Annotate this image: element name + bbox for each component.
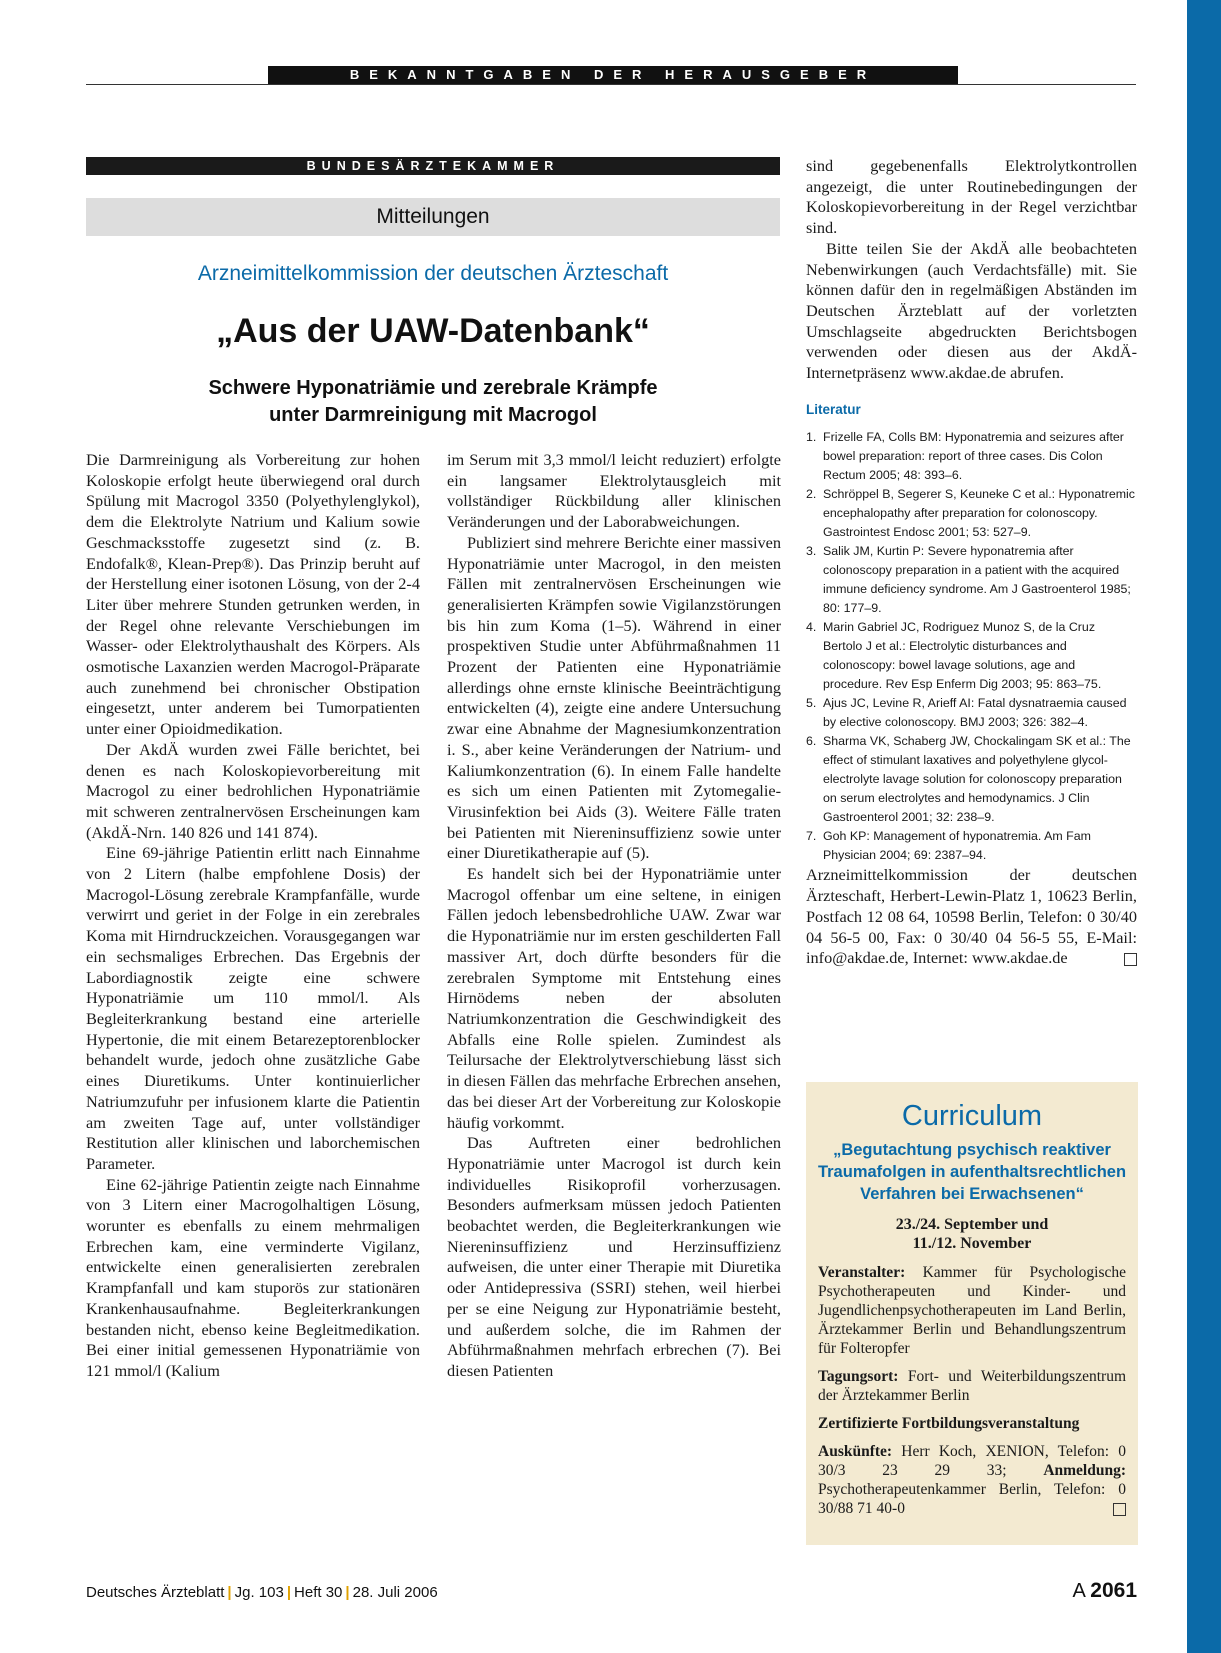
paragraph: im Serum mit 3,3 mmol/l leicht reduziert) erfolgte ein langsamer Elektrolytausgleich mit vollständiger Rückbildung aller klinischen Veränderungen und der Laborabweichungen. <box>447 450 781 532</box>
reference-item: 7. Goh KP: Management of hyponatremia. Am Fam Physician 2004; 69: 2387–94. <box>806 829 1091 863</box>
paragraph: Es handelt sich bei der Hyponatriämie unter Macrogol offenbar um eine seltene, in einigen Fällen jedoch lebensbedrohliche UAW. Zwar war die Hyponatriämie nur im ersten geschilderten Fall massiver Art, doch dürfte besonders für die zerebralen Symptome mit Entstehung eines Hirnödems neben der absoluten Natriumkonzentration die Geschwindigkeit des Abfalls eine Rolle spielen. Zumindest als Teilursache der Elektrolytverschiebung lässt sich in diesen Fällen das mehrfache Erbrechen ansehen, das bei dieser Art der Vorbereitung zur Koloskopie häufig vorkommt. <box>447 864 781 1132</box>
volume: Jg. 103 <box>234 1584 284 1601</box>
blue-edge-strip <box>1187 0 1221 1653</box>
organizer: Veranstalter: Kammer für Psychologische Psychotherapeuten und Kinder- und Jugendlichenpsychotherapeuten im Land Berlin, Ärztekammer Berlin und Behandlungszentrum für Folteropfer <box>818 1264 1126 1357</box>
end-mark-icon <box>1113 1503 1126 1516</box>
paragraph: Das Auftreten einer bedrohlichen Hyponatriämie unter Macrogol ist durch kein individuelles Risikoprofil vorherzusagen. Besonders aufmerksam müssen jedoch Patienten beobachtet werden, die Begleiterkrankungen wie Niereninsuffizienz und Herzinsuffizienz aufweisen, die unter einer Therapie mit Diuretika oder Antidepressiva (SSRI) stehen, weil hierbei per se eine Neigung zur Hyponatriämie besteht, und außerdem solche, die im Rahmen der Abführmaßnahmen mehrfach erbrechen (7). Bei diesen Patienten <box>447 1133 781 1380</box>
text-column-3 <box>806 156 1137 969</box>
curriculum-title: Curriculum <box>901 1100 1043 1132</box>
paragraph: Bitte teilen Sie der AkdÄ alle beobachteten Nebenwirkungen (auch Verdachtsfälle) mit. Sie können dafür den in regelmäßigen Abständen im Deutschen Ärzteblatt auf der vorletzten Umschlagseite abgedruckten Berichtsbogen verwenden oder diesen aus der AkdÄ-Internetpräsenz www.akdae.de abrufen. <box>806 238 1137 383</box>
paragraph: Der AkdÄ wurden zwei Fälle berichtet, bei denen es nach Koloskopievorbereitung mit Macrogol zu einer bedrohlichen Hyponatriämie mit schweren zentralnervösen Erscheinungen kam (AkdÄ-Nrn. 140 826 und 141 874). <box>86 739 420 842</box>
reference-item: 3. Salik JM, Kurtin P: Severe hyponatremia after colonoscopy preparation in a patient with the acquired immune deficiency syndrome. Am J Gastroenterol 1985; 80: 177–9. <box>806 544 1131 616</box>
reference-item: 2. Schröppel B, Segerer S, Keuneke C et al.: Hyponatremic encephalopathy after preparation for colonoscopy. Gastrointest Endosc 2001; 53: 527–9. <box>806 487 1135 540</box>
end-mark-icon <box>1124 953 1137 966</box>
reference-item: 1. Frizelle FA, Colls BM: Hyponatremia and seizures after bowel preparation: report of three cases. Dis Colon Rectum 2005; 48: 393–6. <box>806 430 1124 483</box>
paragraph: Die Darmreinigung als Vorbereitung zur hohen Koloskopie erfolgt heute überwiegend oral durch Spülung mit Macrogol 3350 (Polyethylenglykol), dem die Elektrolyte Natrium und Kalium sowie Geschmacksstoffe zugesetzt sind (z. B. Endofalk®, Klean-Prep®). Das Prinzip beruht auf der Herstellung einer isotonen Lösung, von der 2-4 Liter über mehrere Stunden getrunken werden, in der Regel ohne relevante Verschiebungen im Wasser- oder Elektrolythaushalt des Körpers. Als osmotische Laxanzien werden Macrogol-Präparate auch zunehmend bei chronischer Obstipation eingesetzt, unter anderem bei Tumorpatienten unter einer Opioidmedikation. <box>86 450 420 739</box>
page-number: A 2061 <box>1072 1579 1137 1602</box>
box-title: Mitteilungen <box>86 198 780 236</box>
section-header-bar: BEKANNTGABEN DER HERAUSGEBER <box>268 66 958 84</box>
issue-date: 28. Juli 2006 <box>352 1584 438 1601</box>
journal-name: Deutsches Ärzteblatt <box>86 1584 225 1601</box>
paragraph: sind gegebenenfalls Elektrolytkontrollen angezeigt, die unter Routinebedingungen der Koloskopievorbereitung in der Regel verzichtbar sind. <box>806 156 1137 238</box>
reference-item: 6. Sharma VK, Schaberg JW, Chockalingam SK et al.: The effect of stimulant laxatives and polyethylene glycol-electrolyte lavage solution for colonoscopy preparation on serum electrolytes and hemodynamics. J Clin Gastroenterol 2001; 32: 238–9. <box>806 734 1131 825</box>
paragraph: Eine 62-jährige Patientin zeigte nach Einnahme von 3 Litern einer Macrogolhaltigen Lösung, worunter es ebenfalls zu einem mehrmaligen Erbrechen kam, eine verminderte Vigilanz, entwickelte einen generalisierten zerebralen Krampfanfall und kam stuporös zur stationären Krankenhausaufnahme. Begleiterkrankungen bestanden nicht, ebenso keine Begleitmedikation. Bei einer initial gemessenen Hyponatriämie von 121 mmol/l (Kalium <box>86 1174 420 1380</box>
literature-heading: Literatur <box>806 401 861 417</box>
contact-info: Arzneimittelkommission der deutschen Ärzteschaft, Herbert-Lewin-Platz 1, 10623 Berlin, Postfach 12 08 64, 10598 Berlin, Telefon: 0 30/40 04 56-5 00, Fax: 0 30/40 04 56-5 55, E-Mail: info@akdae.de, Internet: www.akdae.de <box>806 865 1137 968</box>
subtitle-line-2: unter Darmreinigung mit Macrogol <box>269 404 597 426</box>
rubric-bar: BUNDESÄRZTEKAMMER <box>86 157 780 175</box>
text-column-2 <box>447 450 781 1382</box>
reference-item: 5. Ajus JC, Levine R, Arieff AI: Fatal dysnatraemia caused by elective colonoscopy. BMJ 2003; 326: 382–4. <box>806 696 1127 730</box>
curriculum-subtitle: „Begutachtung psychisch reaktiver Traumafolgen in aufenthaltsrechtlichen Verfahren bei Erwachsenen“ <box>817 1141 1127 1203</box>
curriculum-dates: 23./24. September und 11./12. November <box>895 1216 1049 1252</box>
curriculum-box <box>806 1082 1138 1545</box>
reference-list <box>806 428 1137 865</box>
header-rule <box>86 84 1136 85</box>
certified-note: Zertifizierte Fortbildungsveranstaltung <box>818 1415 1080 1432</box>
article-subtitle <box>86 375 780 429</box>
subtitle-line-1: Schwere Hyponatriämie und zerebrale Krämpfe <box>208 377 658 399</box>
reference-item: 4. Marin Gabriel JC, Rodriguez Munoz S, de la Cruz Bertolo J et al.: Electrolytic disturbances and colonoscopy: bowel lavage solutions, age and procedure. Rev Esp Enferm Dig 2003; 95: 863–75. <box>806 620 1102 692</box>
page-footer: Deutsches Ärzteblatt | Jg. 103 | Heft 30 | 28. Juli 2006 <box>86 1584 438 1601</box>
paragraph: Publiziert sind mehrere Berichte einer massiven Hyponatriämie unter Macrogol, in den meisten Fällen mit zentralnervösen Erscheinungen wie generalisierten Krämpfen sowie Vigilanzstörungen bis hin zum Koma (1–5). Während in einer prospektiven Studie unter Abführmaßnahmen 11 Prozent der Patienten eine Hyponatriämie allerdings ohne ernste klinische Beeinträchtigung entwickelten (4), zeigte eine andere Untersuchung zwar eine Abnahme der Magnesiumkonzentration i. S., aber keine Veränderungen der Natrium- und Kaliumkonzentration (6). In einem Falle handelte es sich um einen Patienten mit Zytomegalie-Virusinfektion bei Aids (3). Weitere Fälle traten bei Patienten mit Niereninsuffizienz sowie unter einer Diuretikatherapie auf (5). <box>447 532 781 863</box>
organization-title: Arzneimittelkommission der deutschen Ärzteschaft <box>197 262 669 285</box>
paragraph: Eine 69-jährige Patientin erlitt nach Einnahme von 2 Litern (halbe empfohlene Dosis) der Macrogol-Lösung zerebrale Krampfanfälle, wurde verwirrt und geriet in der Folge in ein zerebrales Koma mit Hirndruckzeichen. Vorausgegangen war ein sechsmaliges Erbrechen. Das Ergebnis der Labordiagnostik zeigte eine schwere Hyponatriämie um 110 mmol/l. Als Begleiterkrankung bestand eine arterielle Hypertonie, die mit einem Betarezeptorenblocker behandelt wurde, jedoch ohne zusätzliche Gabe eines Diuretikums. Unter kontinuierlicher Natriumzufuhr per infusionem klarte die Patientin am zweiten Tage auf, unter vollständiger Restitution aller klinischen und laborchemischen Parameter. <box>86 843 420 1173</box>
issue: Heft 30 <box>294 1584 343 1601</box>
article-headline: „Aus der UAW-Datenbank“ <box>216 312 650 350</box>
text-column-1 <box>86 450 420 1382</box>
venue: Tagungsort: Fort- und Weiterbildungszentrum der Ärztekammer Berlin <box>818 1368 1127 1404</box>
curriculum-details <box>806 1263 1138 1518</box>
info-registration: Auskünfte: Herr Koch, XENION, Telefon: 0 30/3 23 29 33; Anmeldung: Psychotherapeutenkammer Berlin, Telefon: 0 30/88 71 40-0 <box>818 1443 1127 1517</box>
